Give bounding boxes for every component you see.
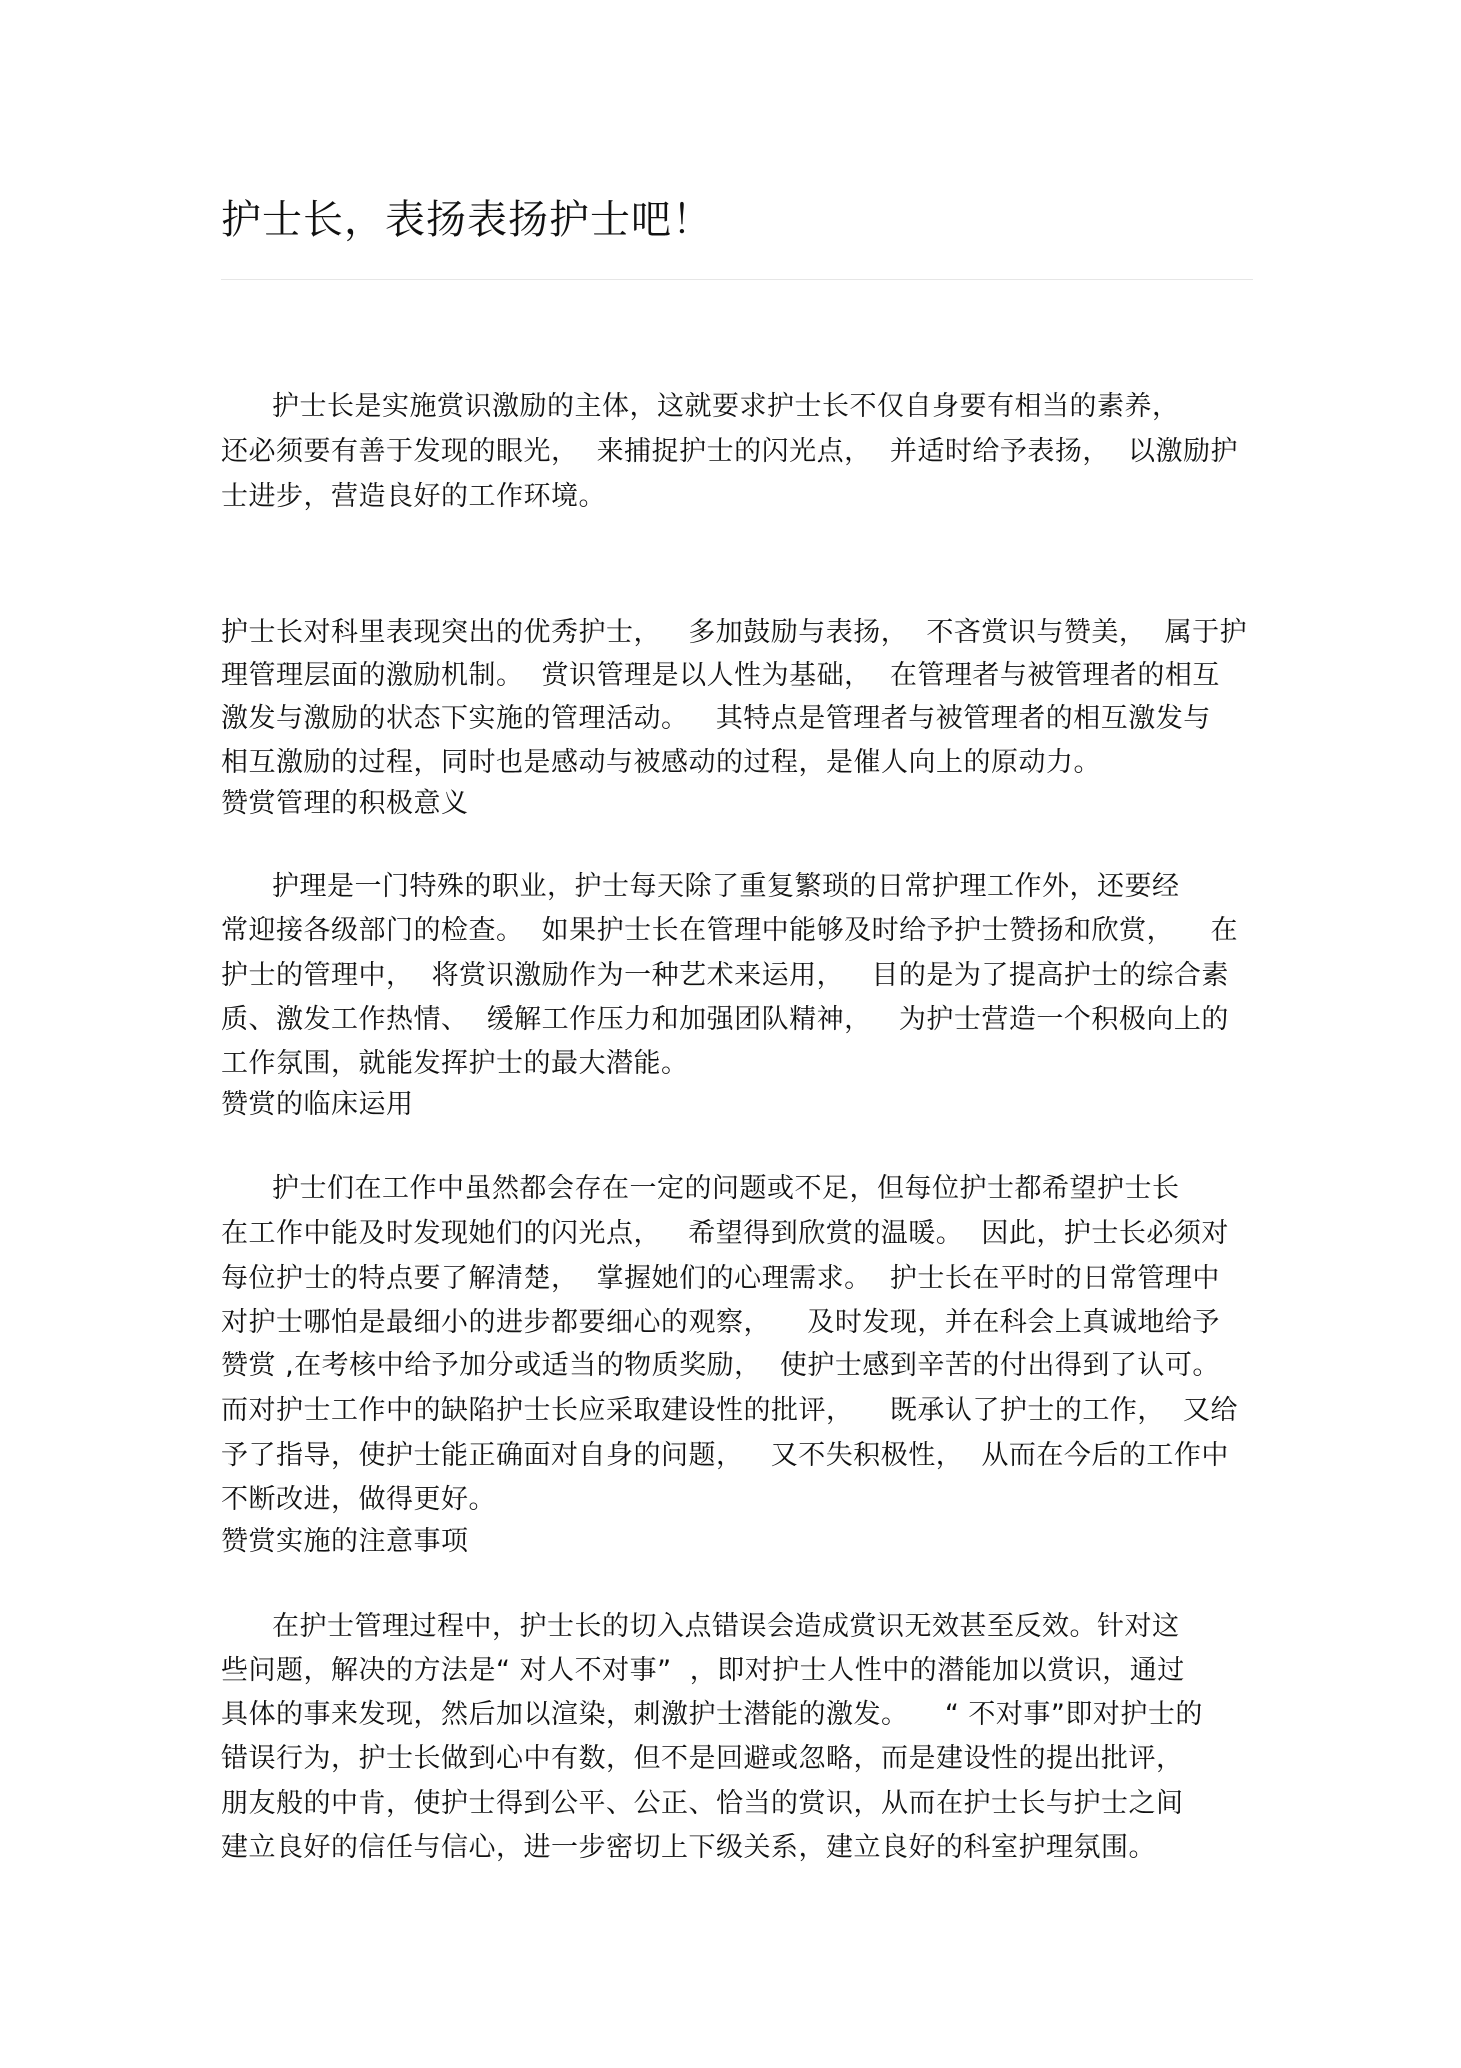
- text-line: 具体的事来发现，然后加以渲染，刺激护士潜能的激发。 “ 不对事”即对护士的: [221, 1699, 1203, 1730]
- text-line: 予了指导，使护士能正确面对自身的问题， 又不失积极性， 从而在今后的工作中: [221, 1440, 1229, 1471]
- text-line: 常迎接各级部门的检查。 如果护士长在管理中能够及时给予护士赞扬和欣赏， 在: [221, 915, 1238, 946]
- text-line: 工作氛围，就能发挥护士的最大潜能。: [221, 1048, 689, 1079]
- text-line: 赞赏 ,在考核中给予加分或适当的物质奖励， 使护士感到辛苦的付出得到了认可。: [221, 1350, 1220, 1381]
- section-heading: 赞赏实施的注意事项: [221, 1526, 469, 1557]
- text-line: 理管理层面的激励机制。 赏识管理是以人性为基础， 在管理者与被管理者的相互: [221, 660, 1220, 691]
- text-line: 些问题，解决的方法是“ 对人不对事” ，即对护士人性中的潜能加以赏识，通过: [221, 1655, 1185, 1686]
- text-line: 朋友般的中肯，使护士得到公平、公正、恰当的赏识，从而在护士长与护士之间: [221, 1788, 1184, 1819]
- text-line: 护士们在工作中虽然都会存在一定的问题或不足，但每位护士都希望护士长: [272, 1173, 1180, 1204]
- text-line: 在护士管理过程中，护士长的切入点错误会造成赏识无效甚至反效。针对这: [272, 1611, 1180, 1642]
- text-line: 激发与激励的状态下实施的管理活动。 其特点是管理者与被管理者的相互激发与: [221, 703, 1211, 734]
- text-line: 而对护士工作中的缺陷护士长应采取建设性的批评， 既承认了护士的工作， 又给: [221, 1395, 1238, 1426]
- text-line: 不断改进，做得更好。: [221, 1484, 496, 1515]
- text-line: 每位护士的特点要了解清楚， 掌握她们的心理需求。 护士长在平时的日常管理中: [221, 1263, 1220, 1294]
- section-heading: 赞赏的临床运用: [221, 1089, 414, 1120]
- text-line: 士进步，营造良好的工作环境。: [221, 481, 606, 512]
- text-line: 对护士哪怕是最细小的进步都要细心的观察， 及时发现，并在科会上真诚地给予: [221, 1307, 1220, 1338]
- text-line: 护士长是实施赏识激励的主体，这就要求护士长不仅自身要有相当的素养，: [272, 391, 1180, 422]
- text-line: 护士长对科里表现突出的优秀护士， 多加鼓励与表扬， 不吝赏识与赞美， 属于护: [221, 617, 1248, 648]
- text-line: 还必须要有善于发现的眼光， 来捕捉护士的闪光点， 并适时给予表扬， 以激励护: [221, 436, 1238, 467]
- page-title: 护士长，表扬表扬护士吧！: [221, 197, 713, 243]
- section-heading: 赞赏管理的积极意义: [221, 788, 469, 819]
- text-line: 错误行为，护士长做到心中有数，但不是回避或忽略，而是建设性的提出批评，: [221, 1743, 1184, 1774]
- text-line: 质、激发工作热情、 缓解工作压力和加强团队精神， 为护士营造一个积极向上的: [221, 1004, 1229, 1035]
- text-line: 护理是一门特殊的职业，护士每天除了重复繁琐的日常护理工作外，还要经: [272, 871, 1180, 902]
- text-line: 建立良好的信任与信心，进一步密切上下级关系，建立良好的科室护理氛围。: [221, 1832, 1156, 1863]
- title-divider: [221, 279, 1253, 280]
- text-line: 相互激励的过程，同时也是感动与被感动的过程，是催人向上的原动力。: [221, 747, 1101, 778]
- text-line: 护士的管理中， 将赏识激励作为一种艺术来运用， 目的是为了提高护士的综合素: [221, 960, 1229, 991]
- text-line: 在工作中能及时发现她们的闪光点， 希望得到欣赏的温暖。 因此，护士长必须对: [221, 1218, 1229, 1249]
